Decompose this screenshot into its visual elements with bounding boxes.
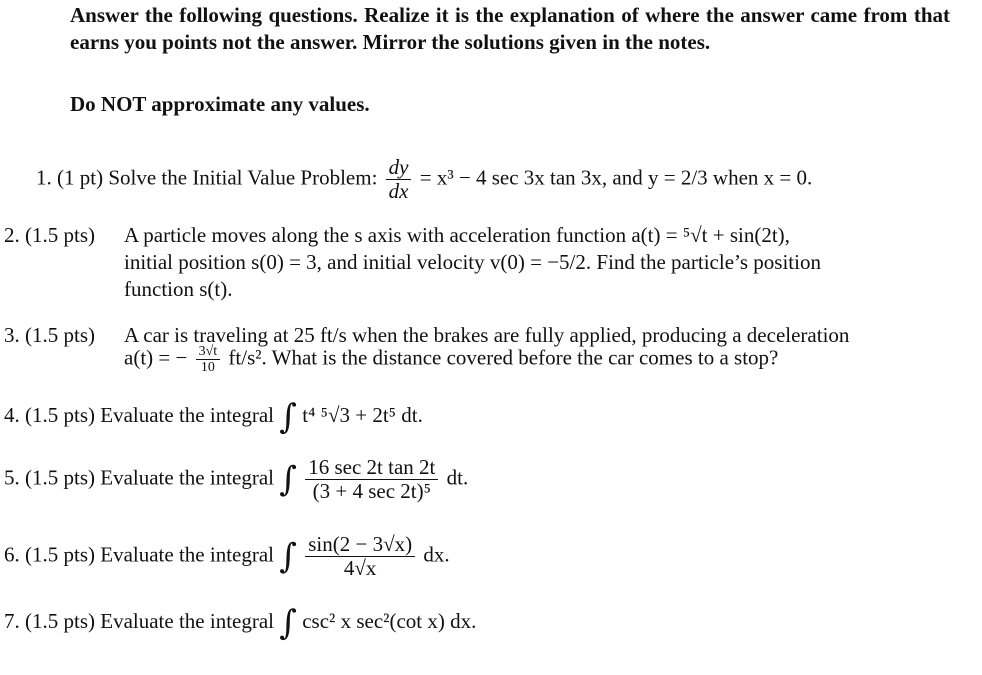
question-text: Evaluate the integral: [100, 402, 275, 427]
question-text: Evaluate the integral: [100, 465, 275, 490]
accel-suffix: ft/s². What is the distance covered before the car comes to a stop?: [228, 345, 779, 370]
question-points: (1 pt): [57, 165, 104, 190]
question-2-line-1: A particle moves along the s axis with acceleration function a(t) = ⁵√t + sin(2t),: [124, 223, 790, 247]
question-number: 2.: [4, 223, 20, 247]
question-points: (1.5 pts): [25, 465, 95, 490]
numerator: 3√t: [196, 344, 221, 360]
question-7: [4, 603, 477, 643]
question-5: [4, 456, 468, 503]
instructions: Answer the following questions. Realize it is the explanation of where the answer came from that earns you points not the answer. Mirror the solutions given in the notes.: [70, 3, 950, 54]
question-text: Evaluate the integral: [100, 542, 275, 567]
denominator: 10: [200, 360, 215, 376]
derivative-fraction: [386, 156, 412, 203]
question-6: [4, 533, 450, 580]
question-number: 7.: [4, 608, 20, 633]
question-2-label: [4, 222, 95, 248]
numerator: 16 sec 2t tan 2t: [305, 456, 438, 480]
differential: dx.: [423, 542, 450, 567]
question-points: (1.5 pts): [25, 608, 95, 633]
question-3-label: [4, 322, 95, 348]
question-2-line-2: initial position s(0) = 3, and initial velocity v(0) = −5/2. Find the particle’s position: [124, 250, 821, 274]
question-3-line-1: A car is traveling at 25 ft/s when the brakes are fully applied, producing a deceleration: [124, 323, 850, 347]
question-text: Solve the Initial Value Problem:: [108, 165, 378, 190]
integral-sign-icon: ∫: [279, 397, 297, 437]
integral-sign-icon: ∫: [279, 459, 297, 500]
question-4: [4, 397, 423, 437]
question-number: 5.: [4, 465, 20, 490]
integrand: t⁴ ⁵√3 + 2t⁵ dt.: [302, 402, 423, 427]
question-1: [36, 156, 812, 203]
integral-sign-icon: ∫: [279, 603, 297, 643]
question-3-line-2: [124, 344, 778, 376]
question-number: 4.: [4, 402, 20, 427]
question-number: 3.: [4, 323, 20, 347]
integrand-fraction: [305, 533, 415, 580]
question-number: 6.: [4, 542, 20, 567]
accel-fraction: [196, 344, 221, 376]
question-points: (1.5 pts): [25, 402, 95, 427]
question-points: (1.5 pts): [25, 223, 95, 247]
question-points: (1.5 pts): [25, 323, 95, 347]
question-number: 1.: [36, 165, 52, 190]
numerator: sin(2 − 3√x): [305, 533, 415, 557]
denominator: dx: [388, 179, 409, 204]
integral-sign-icon: ∫: [279, 536, 297, 577]
denominator: 4√x: [343, 556, 377, 581]
integrand-fraction: [305, 456, 438, 503]
question-text: Evaluate the integral: [100, 608, 275, 633]
differential: dt.: [446, 465, 469, 490]
accel-prefix: a(t) = −: [124, 345, 188, 370]
integrand: csc² x sec²(cot x) dx.: [302, 608, 477, 633]
question-points: (1.5 pts): [25, 542, 95, 567]
question-2-line-3: function s(t).: [124, 277, 233, 301]
question-rhs: = x³ − 4 sec 3x tan 3x, and y = 2/3 when x = 0.: [419, 165, 813, 190]
denominator: (3 + 4 sec 2t)⁵: [312, 479, 431, 504]
note: Do NOT approximate any values.: [70, 92, 370, 116]
numerator: dy: [388, 155, 409, 179]
